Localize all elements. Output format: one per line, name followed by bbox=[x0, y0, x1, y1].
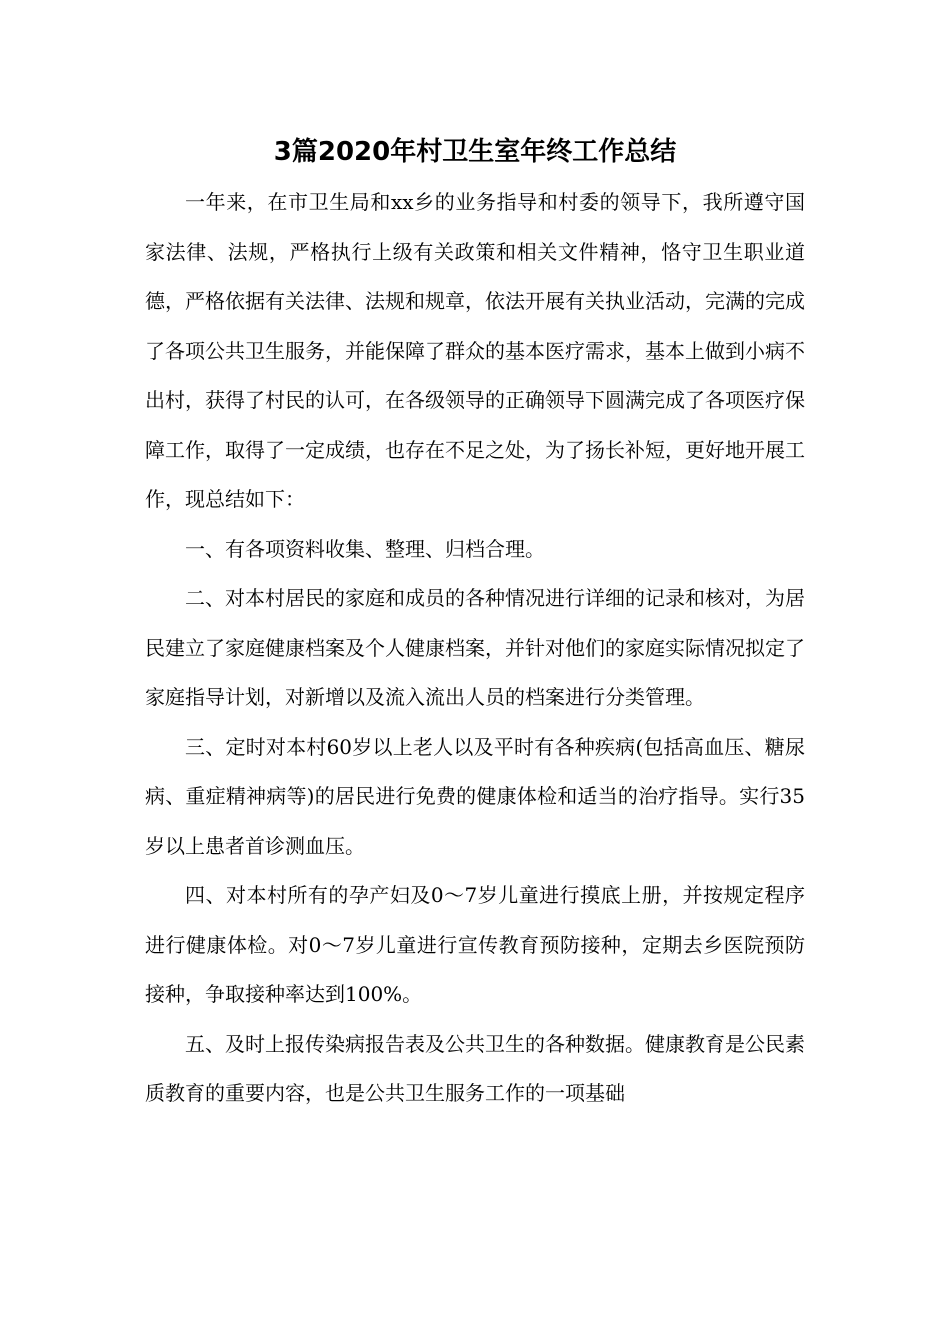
paragraph-item-3: 三、定时对本村60岁以上老人以及平时有各种疾病(包括高血压、糖尿病、重症精神病等)的居民进行免费的健康体检和适当的治疗指导。实行35岁以上患者首诊测血压。 bbox=[145, 734, 805, 858]
paragraph-item-2: 二、对本村居民的家庭和成员的各种情况进行详细的记录和核对，为居民建立了家庭健康档案及个人健康档案，并针对他们的家庭实际情况拟定了家庭指导计划，对新增以及流入流出人员的档案进行分类管理。 bbox=[145, 586, 805, 709]
paragraph-intro: 一年来，在市卫生局和xx乡的业务指导和村委的领导下，我所遵守国家法律、法规，严格执行上级有关政策和相关文件精神，恪守卫生职业道德，严格依据有关法律、法规和规章，依法开展有关执业活动，完满的完成了各项公共卫生服务，并能保障了群众的基本医疗需求，基本上做到小病不出村，获得了村民的认可，在各级领导的正确领导下圆满完成了各项医疗保障工作，取得了一定成绩，也存在不足之处，为了扬长补短，更好地开展工作，现总结如下： bbox=[145, 190, 805, 511]
paragraph-item-1: 一、有各项资料收集、整理、归档合理。 bbox=[185, 536, 545, 561]
paragraph-item-5: 五、及时上报传染病报告表及公共卫生的各种数据。健康教育是公民素质教育的重要内容，也是公共卫生服务工作的一项基础 bbox=[145, 1031, 805, 1105]
paragraph-item-4: 四、对本村所有的孕产妇及0～7岁儿童进行摸底上册，并按规定程序进行健康体检。对0～7岁儿童进行宣传教育预防接种，定期去乡医院预防接种，争取接种率达到100%。 bbox=[145, 883, 805, 1006]
document-body bbox=[145, 178, 805, 1119]
document-title: 3篇2020年村卫生室年终工作总结 bbox=[273, 137, 677, 167]
